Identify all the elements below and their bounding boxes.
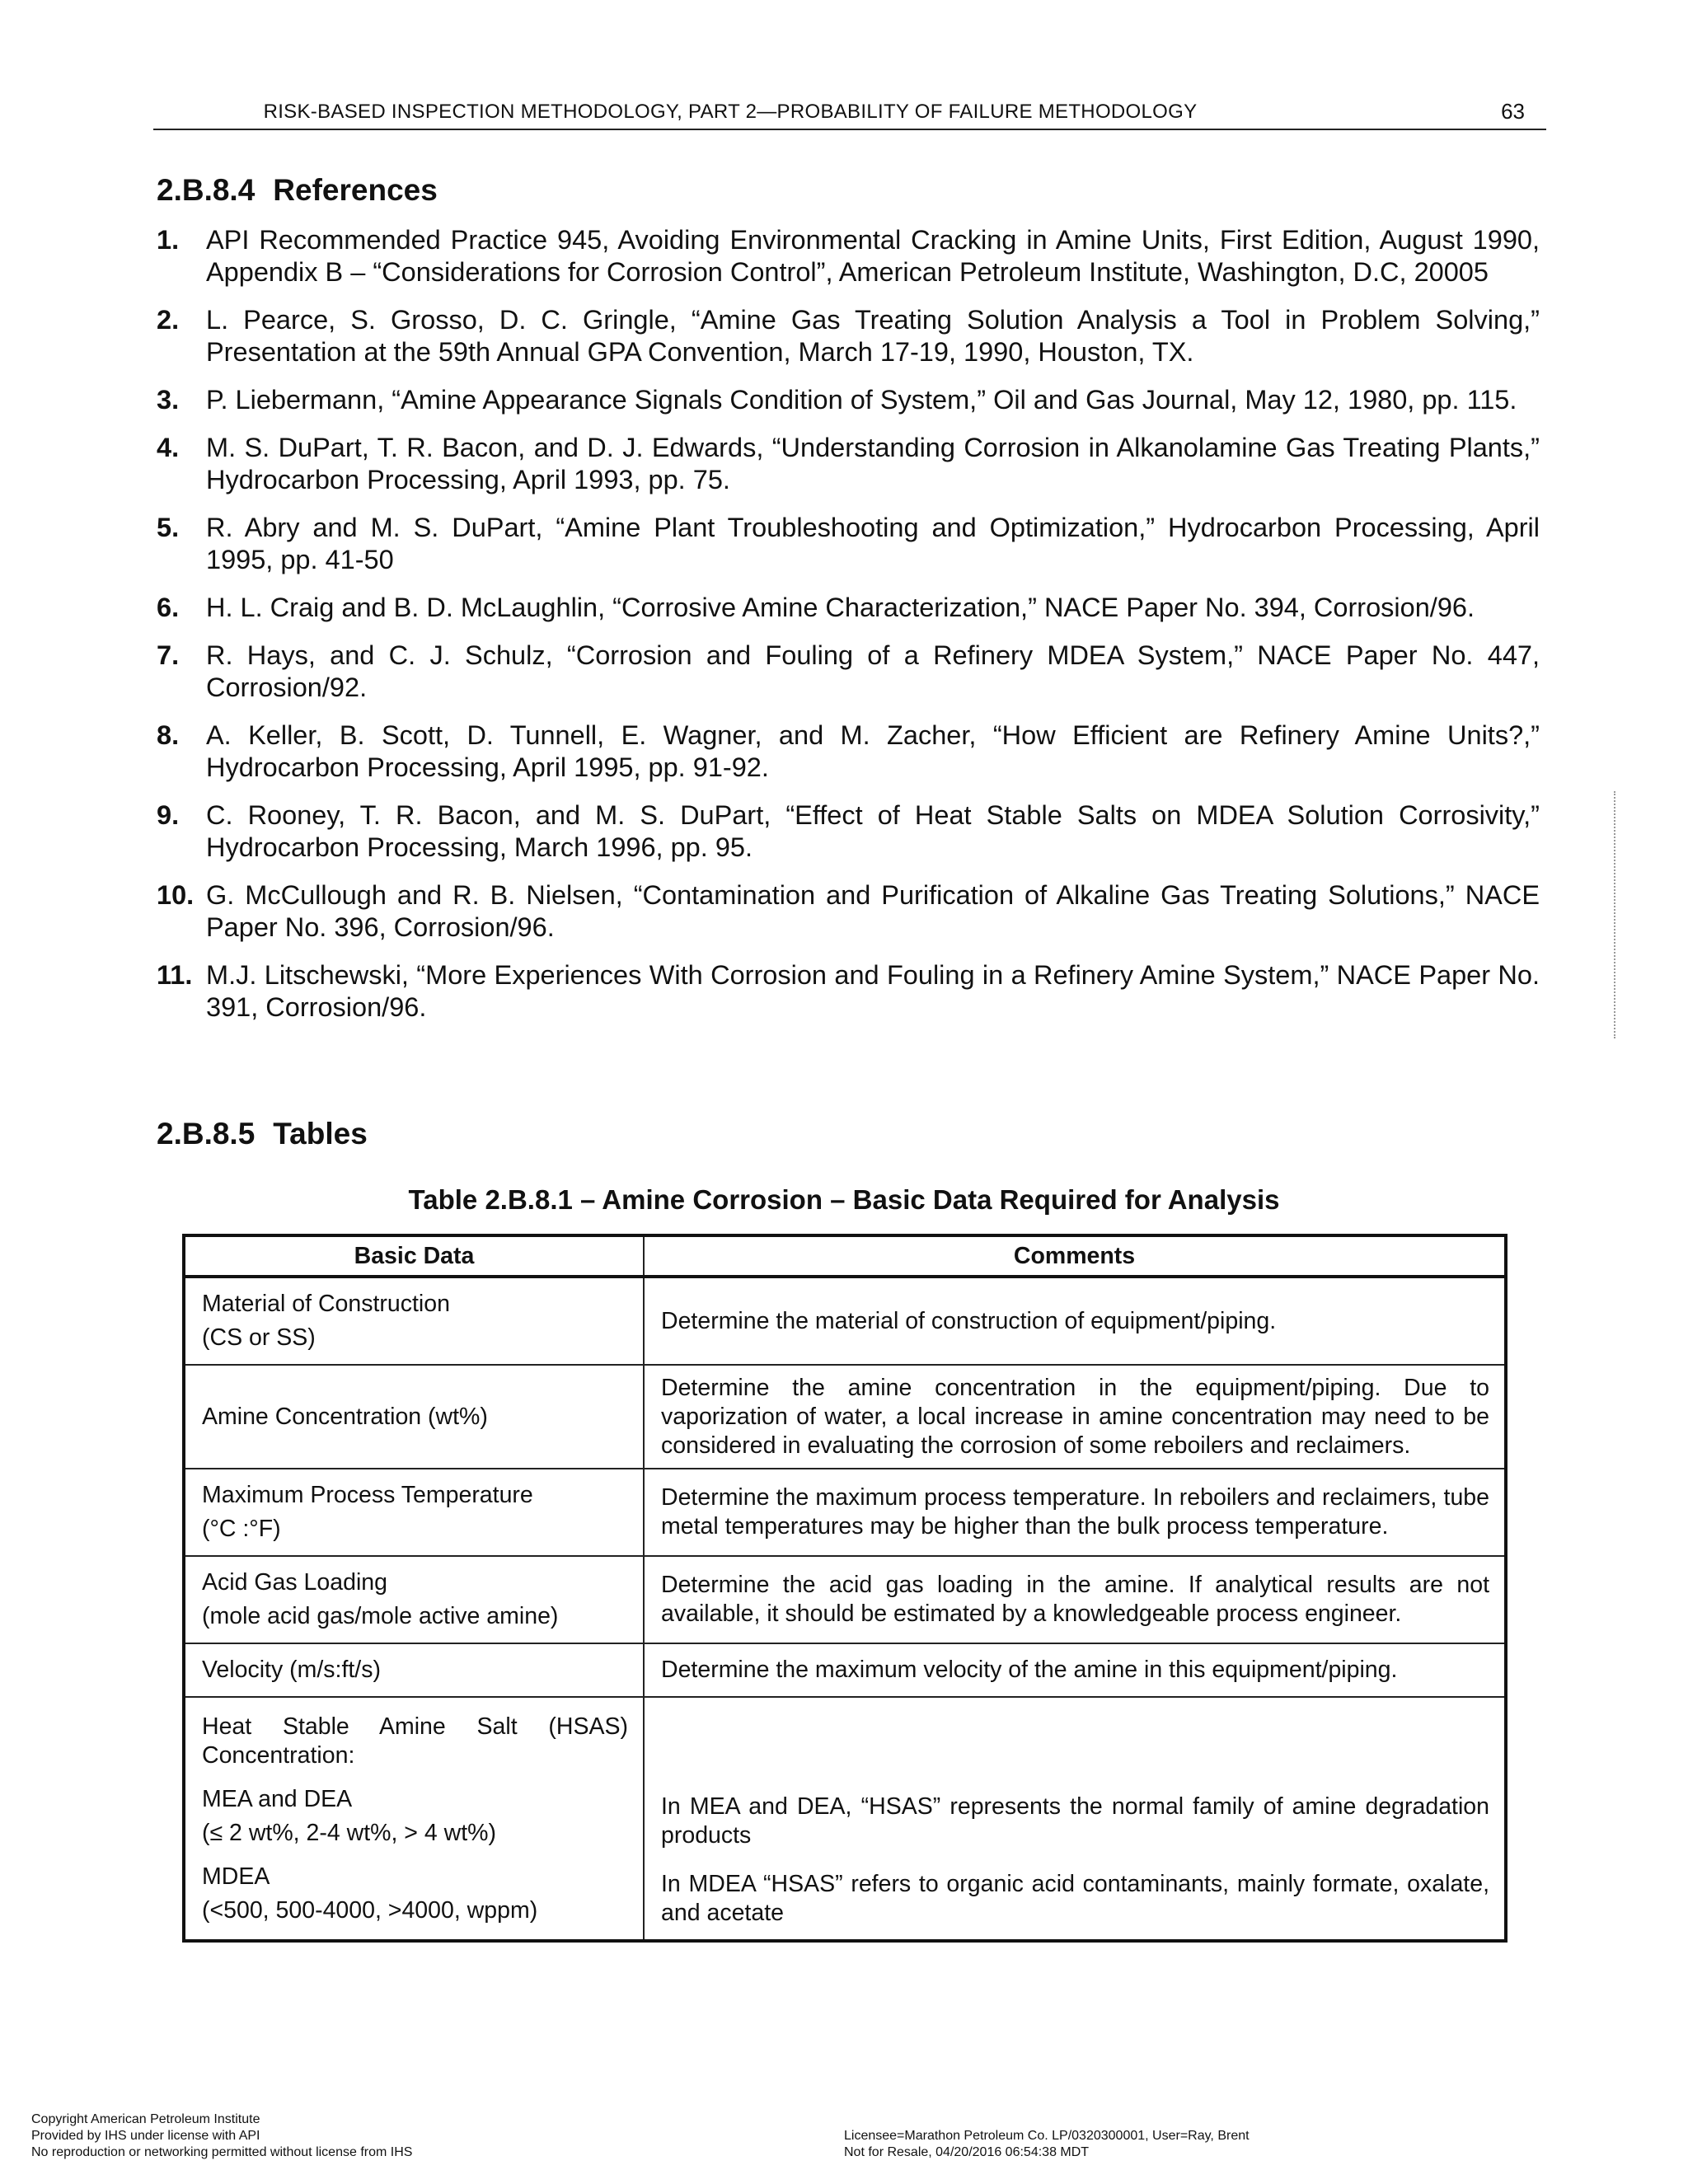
table-caption: Table 2.B.8.1 – Amine Corrosion – Basic Data Required for Analysis	[408, 1184, 1280, 1215]
reference-number: 10.	[157, 880, 195, 910]
reference-item	[157, 719, 1540, 784]
tables-section-title: Tables	[273, 1117, 368, 1151]
reference-number: 3.	[157, 385, 180, 415]
basic-data-cell	[184, 1365, 644, 1469]
reference-text: R. Hays, and C. J. Schulz, “Corrosion and Fouling of a Refinery MDEA System,” NACE Paper No. 447, Corrosion/92.	[206, 640, 1540, 702]
comments-cell	[644, 1556, 1506, 1643]
reference-number: 2.	[157, 305, 180, 335]
basic-data-cell	[184, 1556, 644, 1643]
reference-text: M. S. DuPart, T. R. Bacon, and D. J. Edwards, “Understanding Corrosion in Alkanolamine Gas Treating Plants,” Hydrocarbon Processing, April 1993, pp. 75.	[206, 433, 1540, 494]
basic-data-line: Maximum Process Temperature	[202, 1482, 533, 1508]
column-header-comments: Comments	[644, 1235, 1506, 1277]
comment-text: Determine the maximum process temperature. In reboilers and reclaimers, tube metal temperatures may be higher than the bulk process temperature.	[661, 1484, 1489, 1540]
reference-number: 7.	[157, 640, 180, 670]
reference-text: R. Abry and M. S. DuPart, “Amine Plant Troubleshooting and Optimization,” Hydrocarbon Processing, April 1995, pp. 41-50	[206, 513, 1540, 574]
reference-item	[157, 592, 1540, 624]
table-header-row	[184, 1235, 1506, 1277]
reference-text: M.J. Litschewski, “More Experiences With Corrosion and Fouling in a Refinery Amine System,” NACE Paper No. 391, Corrosion/96.	[206, 960, 1540, 1022]
basic-data-cell	[184, 1643, 644, 1697]
references-heading	[157, 173, 438, 208]
basic-data-cell	[184, 1469, 644, 1556]
comments-cell	[644, 1469, 1506, 1556]
footer-left	[31, 2111, 412, 2161]
basic-data-line: (<500, 500-4000, >4000, wppm)	[202, 1896, 538, 1924]
footer-line: Licensee=Marathon Petroleum Co. LP/0320300001, User=Ray, Brent	[844, 2129, 1250, 2143]
references-section-number: 2.B.8.4	[157, 173, 256, 207]
reference-text: P. Liebermann, “Amine Appearance Signals Condition of System,” Oil and Gas Journal, May 12, 1980, pp. 115.	[206, 385, 1517, 415]
basic-data-line: (≤ 2 wt%, 2-4 wt%, > 4 wt%)	[202, 1819, 496, 1846]
reference-text: G. McCullough and R. B. Nielsen, “Contamination and Purification of Alkaline Gas Treating Solutions,” NACE Paper No. 396, Corrosion/96.	[206, 880, 1540, 942]
reference-item	[157, 959, 1540, 1024]
reference-text: L. Pearce, S. Grosso, D. C. Gringle, “Amine Gas Treating Solution Analysis a Tool in Problem Solving,” Presentation at the 59th Annual GPA Convention, March 17-19, 1990, Houston, TX.	[206, 305, 1540, 367]
reference-number: 11.	[157, 960, 193, 990]
side-scan-mark	[1614, 791, 1619, 1038]
basic-data-line: (mole acid gas/mole active amine)	[202, 1603, 559, 1629]
basic-data-line: (°C :°F)	[202, 1516, 281, 1542]
reference-item	[157, 304, 1540, 368]
tables-section-number: 2.B.8.5	[157, 1117, 256, 1151]
comment-text: Determine the acid gas loading in the amine. If analytical results are not available, it should be estimated by a knowledgeable process engineer.	[661, 1572, 1489, 1627]
reference-item	[157, 224, 1540, 288]
basic-data-line: (CS or SS)	[202, 1324, 316, 1351]
reference-number: 4.	[157, 433, 180, 462]
comments-cell	[644, 1643, 1506, 1697]
comment-text: In MEA and DEA, “HSAS” represents the normal family of amine degradation products	[661, 1793, 1489, 1849]
reference-list	[157, 224, 1540, 1039]
table-row	[184, 1365, 1506, 1469]
reference-item	[157, 432, 1540, 496]
references-section-title: References	[273, 173, 438, 207]
basic-data-line: Amine Concentration (wt%)	[202, 1403, 488, 1430]
basic-data-line: Material of Construction	[202, 1291, 450, 1317]
reference-number: 5.	[157, 513, 180, 542]
footer-right	[844, 2128, 1250, 2161]
reference-text: C. Rooney, T. R. Bacon, and M. S. DuPart, “Effect of Heat Stable Salts on MDEA Solution Corrosivity,” Hydrocarbon Processing, March 1996, pp. 95.	[206, 800, 1540, 862]
basic-data-line: MDEA	[202, 1863, 270, 1890]
reference-number: 8.	[157, 720, 180, 750]
comment-text: Determine the amine concentration in the equipment/piping. Due to vaporization of water, a local increase in amine concentration may need to be considered in evaluating the corrosion of some reboilers and reclaimers.	[661, 1374, 1489, 1459]
page-number: 63	[1501, 99, 1525, 124]
comment-text: Determine the maximum velocity of the amine in this equipment/piping.	[661, 1657, 1398, 1683]
column-header-basic-data: Basic Data	[184, 1235, 644, 1277]
footer-line: Not for Resale, 04/20/2016 06:54:38 MDT	[844, 2145, 1090, 2159]
table-row	[184, 1697, 1506, 1941]
reference-text: API Recommended Practice 945, Avoiding Environmental Cracking in Amine Units, First Edition, August 1990, Appendix B – “Considerations for Corrosion Control”, American Petroleum Institute, Washington, D.C, 20005	[206, 225, 1540, 287]
reference-item	[157, 879, 1540, 944]
reference-text: H. L. Craig and B. D. McLaughlin, “Corrosive Amine Characterization,” NACE Paper No. 394, Corrosion/96.	[206, 593, 1475, 622]
basic-data-line: Heat Stable Amine Salt (HSAS) Concentration:	[202, 1713, 628, 1769]
table-row	[184, 1556, 1506, 1643]
footer-line: Provided by IHS under license with API	[31, 2129, 260, 2143]
footer-line: Copyright American Petroleum Institute	[31, 2112, 260, 2126]
reference-item	[157, 512, 1540, 576]
reference-item	[157, 384, 1540, 416]
table-row	[184, 1469, 1506, 1556]
comments-cell	[644, 1277, 1506, 1365]
running-header-title: RISK-BASED INSPECTION METHODOLOGY, PART 2—PROBABILITY OF FAILURE METHODOLOGY	[263, 101, 1198, 123]
table-row	[184, 1277, 1506, 1365]
basic-data-cell	[184, 1277, 644, 1365]
comments-cell	[644, 1697, 1506, 1941]
reference-number: 1.	[157, 225, 180, 255]
tables-heading	[157, 1117, 368, 1151]
comment-text: In MDEA “HSAS” refers to organic acid contaminants, mainly formate, oxalate, and acetate	[661, 1870, 1489, 1926]
running-header	[153, 96, 1546, 130]
reference-item	[157, 799, 1540, 864]
comments-cell	[644, 1365, 1506, 1469]
basic-data-cell	[184, 1697, 644, 1941]
basic-data-line: Velocity (m/s:ft/s)	[202, 1657, 381, 1683]
comment-text: Determine the material of construction of equipment/piping.	[661, 1307, 1277, 1334]
footer-line: No reproduction or networking permitted without license from IHS	[31, 2145, 413, 2159]
table-row	[184, 1643, 1506, 1697]
reference-text: A. Keller, B. Scott, D. Tunnell, E. Wagner, and M. Zacher, “How Efficient are Refinery Amine Units?,” Hydrocarbon Processing, April 1995, pp. 91-92.	[206, 720, 1540, 782]
basic-data-line: Acid Gas Loading	[202, 1569, 387, 1596]
basic-data-table	[182, 1234, 1507, 1943]
reference-number: 6.	[157, 593, 180, 622]
basic-data-line: MEA and DEA	[202, 1785, 353, 1812]
reference-number: 9.	[157, 800, 180, 830]
reference-item	[157, 640, 1540, 704]
